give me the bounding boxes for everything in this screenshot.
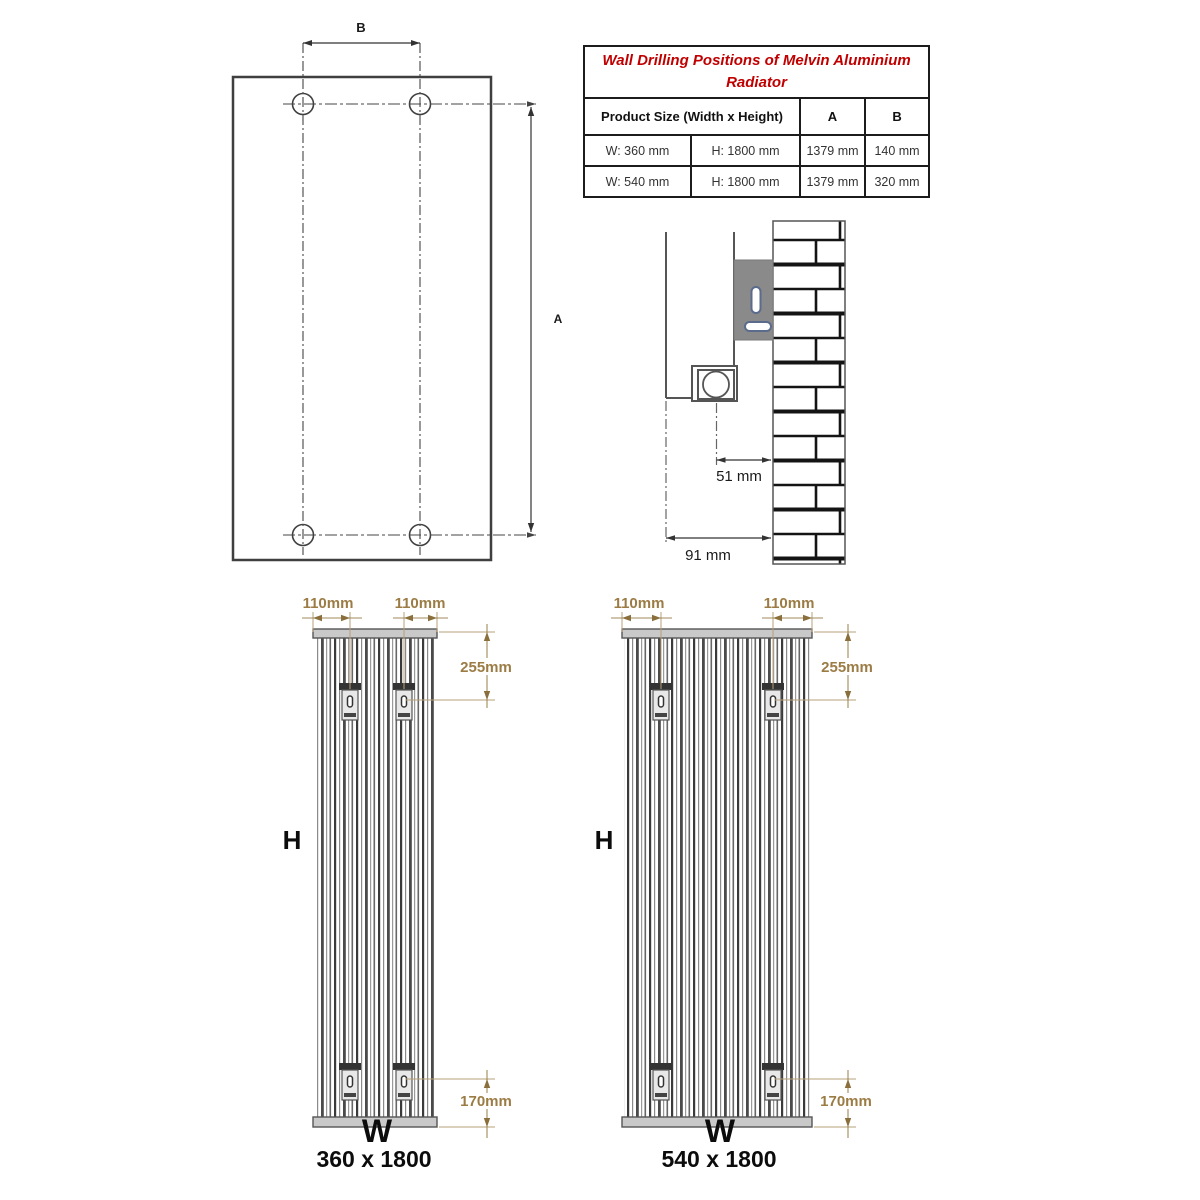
cell-a: 1379 mm — [800, 166, 865, 197]
table-header-row — [584, 98, 929, 135]
col-header-b: B — [865, 98, 929, 135]
col-header-product-size: Product Size (Width x Height) — [584, 98, 800, 135]
radiator-fins — [315, 638, 435, 1117]
radiator-front-view-360 — [268, 592, 520, 1196]
pipe-circle — [703, 372, 729, 398]
dim-51mm-label: 51 mm — [716, 468, 762, 485]
height-label: H — [282, 825, 302, 855]
dim-170mm-label: 170mm — [820, 1093, 872, 1110]
dim-a-arrow-top — [528, 107, 534, 116]
height-label: H — [594, 825, 614, 855]
dim-170mm-label: 170mm — [460, 1093, 512, 1110]
dim-255mm-label: 255mm — [460, 659, 512, 676]
dim-91mm-label: 91 mm — [685, 547, 731, 564]
mounting-bracket — [339, 1063, 361, 1100]
dimension-91mm — [666, 535, 771, 564]
dim-b-arrow-left — [303, 40, 312, 46]
cell-height: H: 1800 mm — [691, 135, 800, 166]
radiator-panel-outline — [233, 77, 491, 560]
table-row — [584, 135, 929, 166]
hole-center-lines-horizontal — [283, 104, 536, 535]
dim-a-label: A — [553, 312, 563, 326]
leader-arrow-top — [527, 101, 536, 106]
dim-a-arrow-bottom — [528, 523, 534, 532]
drilling-positions-table — [583, 45, 930, 198]
wall-mount-side-view — [650, 215, 930, 575]
dim-110mm-left-label: 110mm — [302, 595, 354, 612]
cell-height: H: 1800 mm — [691, 166, 800, 197]
cell-b: 320 mm — [865, 166, 929, 197]
cell-width: W: 360 mm — [584, 135, 691, 166]
width-label: W — [361, 1113, 393, 1149]
table-title: Wall Drilling Positions of Melvin Aluminium Radiator — [584, 46, 929, 98]
dimension-a — [528, 107, 563, 532]
reference-lines — [666, 401, 717, 545]
width-label: W — [704, 1113, 736, 1149]
dim-110mm-right-label: 110mm — [394, 595, 446, 612]
mounting-bracket — [762, 1063, 784, 1100]
wall-bracket — [734, 260, 773, 340]
dimension-51mm — [716, 457, 771, 485]
hole-center-lines-vertical — [303, 43, 420, 555]
cell-a: 1379 mm — [800, 135, 865, 166]
size-caption: 540 x 1800 — [661, 1146, 777, 1172]
dim-b-label: B — [356, 20, 366, 35]
drill-holes — [293, 94, 431, 546]
bracket-slot-horizontal — [745, 322, 771, 331]
pipe-connection — [692, 366, 737, 401]
radiator-top-cap — [313, 629, 437, 638]
size-caption: 360 x 1800 — [316, 1146, 432, 1172]
bracket-slot-vertical — [752, 287, 761, 313]
table-row — [584, 166, 929, 197]
leader-arrow-bottom — [527, 532, 536, 537]
radiator-top-cap — [622, 629, 812, 638]
mounting-bracket — [393, 1063, 415, 1100]
dim-255mm-label: 255mm — [821, 659, 873, 676]
col-header-a: A — [800, 98, 865, 135]
dimension-b — [303, 20, 420, 46]
brick-wall — [773, 221, 845, 564]
cell-b: 140 mm — [865, 135, 929, 166]
radiator-front-view-540 — [583, 592, 895, 1196]
dim-b-arrow-right — [411, 40, 420, 46]
dim-110mm-right-label: 110mm — [763, 595, 815, 612]
radiator-fins — [624, 638, 810, 1117]
dim-110mm-left-label: 110mm — [613, 595, 665, 612]
cell-width: W: 540 mm — [584, 166, 691, 197]
drilling-template-diagram — [220, 15, 570, 575]
mounting-bracket — [650, 1063, 672, 1100]
table-title-row — [584, 46, 929, 98]
